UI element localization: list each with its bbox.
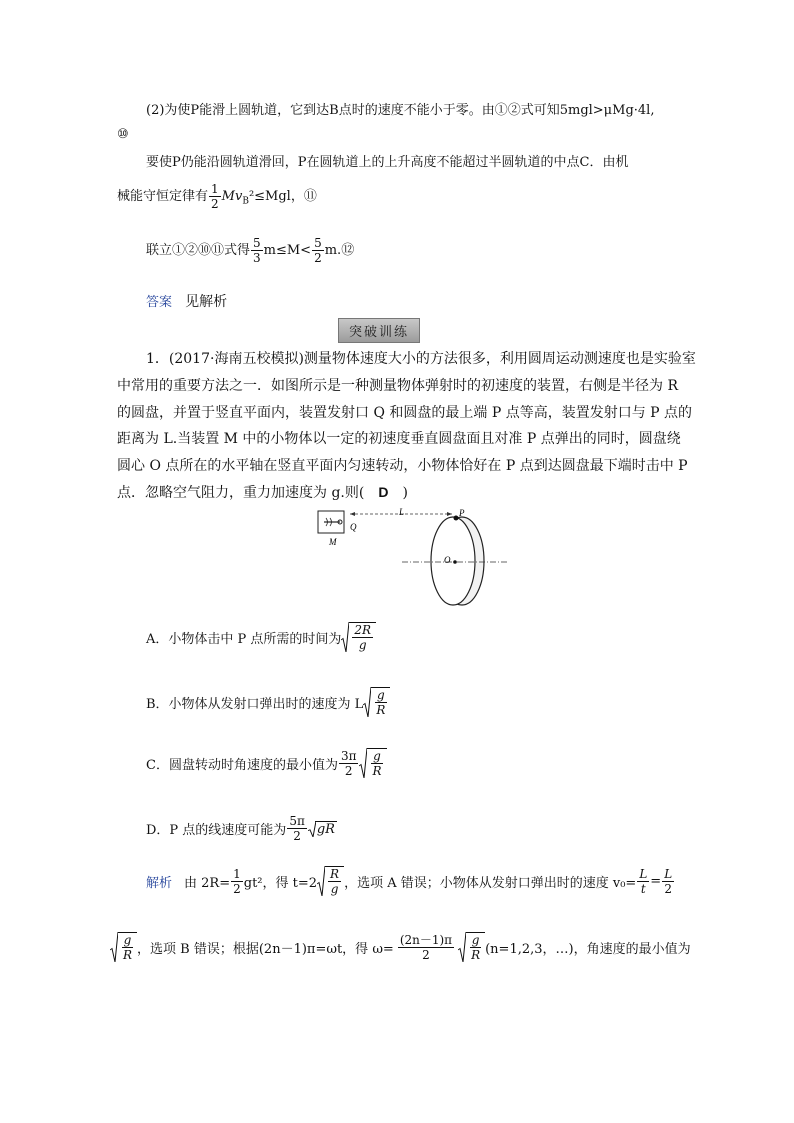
answer-text: 见解析	[185, 294, 228, 310]
solution-line-3: 械能守恒定律有 $\frac{1}{2}$ $Mv_B^2\le Mgl$，⑪	[117, 182, 317, 211]
question-line-4: 距离为 L.当装置 M 中的小物体以一定的初速度垂直圆盘面且对准 P 点弹出的同时，圆盘绕	[117, 431, 681, 447]
svg-text:P: P	[459, 508, 465, 518]
question-line-1: 1．(2017·海南五校模拟)测量物体速度大小的方法很多，利用圆周运动测速度也是实验室	[146, 351, 696, 367]
svg-text:L: L	[399, 507, 405, 517]
option-c[interactable]: C．圆盘转动时角速度的最小值为 $\frac{3\pi}{2}$ $\frac{g}{R}$	[146, 748, 387, 778]
svg-text:M: M	[329, 537, 337, 547]
question-line-5: 圆心 O 点所在的水平轴在竖直平面内匀速转动，小物体恰好在 P 点到达圆盘最下端时击中 P	[117, 458, 688, 474]
analysis-line-2: $\frac{g}{R}$ ，选项 B 错误；根据(2n－1)π=ωt，得 ω= $\frac{(2n-1)\pi}{2}$ $\frac{g}{R}$ (n=1,2,3，…)，角速度的最小值为	[110, 932, 691, 962]
question-line-3: 的圆盘，并置于竖直平面内，装置发射口 Q 和圆盘的最上端 P 点等高，装置发射口与 P 点的	[117, 405, 693, 421]
answer-label: 答案	[146, 294, 173, 309]
analysis-label: 解析	[146, 874, 173, 890]
apparatus-diagram	[310, 505, 510, 607]
option-a[interactable]: A．小物体击中 P 点所需的时间为 $\frac{2R}{g}$	[146, 622, 376, 652]
section-banner: 突破训练	[338, 318, 420, 343]
question-line-6: 点．忽略空气阻力，重力加速度为 g.则( D )	[117, 484, 408, 501]
question-line-2: 中常用的重要方法之一．如图所示是一种测量物体弹射时的初速度的装置，右侧是半径为 R	[117, 378, 678, 394]
center-point	[453, 560, 457, 564]
solution-line-2: 要使P仍能沿圆轨道滑回，P在圆轨道上的上升高度不能超过半圆轨道的中点C．由机	[146, 155, 629, 170]
answer-row	[146, 291, 227, 311]
analysis-line-1: 解析 由 2R= $\frac{1}{2}$ gt²，得 t=2 $\frac{R}{g}$ ，选项 A 错误；小物体从发射口弹出时的速度 v₀= $\frac{L}{t}$ = $\frac{L}{2}$	[146, 866, 673, 896]
option-d[interactable]: D．P 点的线速度可能为 $\frac{5\pi}{2}$ gR	[146, 814, 335, 843]
svg-text:O: O	[444, 555, 451, 565]
point-P	[454, 516, 459, 521]
svg-text:Q: Q	[350, 522, 357, 532]
equation-ref-10: ⑩	[117, 127, 129, 142]
option-b[interactable]: B．小物体从发射口弹出时的速度为 L $\frac{g}{R}$	[146, 687, 390, 717]
answer-choice: D	[378, 484, 389, 500]
solution-line-1: (2)为使P能滑上圆轨道，它到达B点时的速度不能小于零。由①②式可知5mgl>μMg·4l,	[146, 103, 655, 118]
solution-line-4: 联立①②⑩⑪式得 $\frac{5}{3}$ m≤M< $\frac{5}{2}$ m.⑫	[146, 236, 355, 265]
